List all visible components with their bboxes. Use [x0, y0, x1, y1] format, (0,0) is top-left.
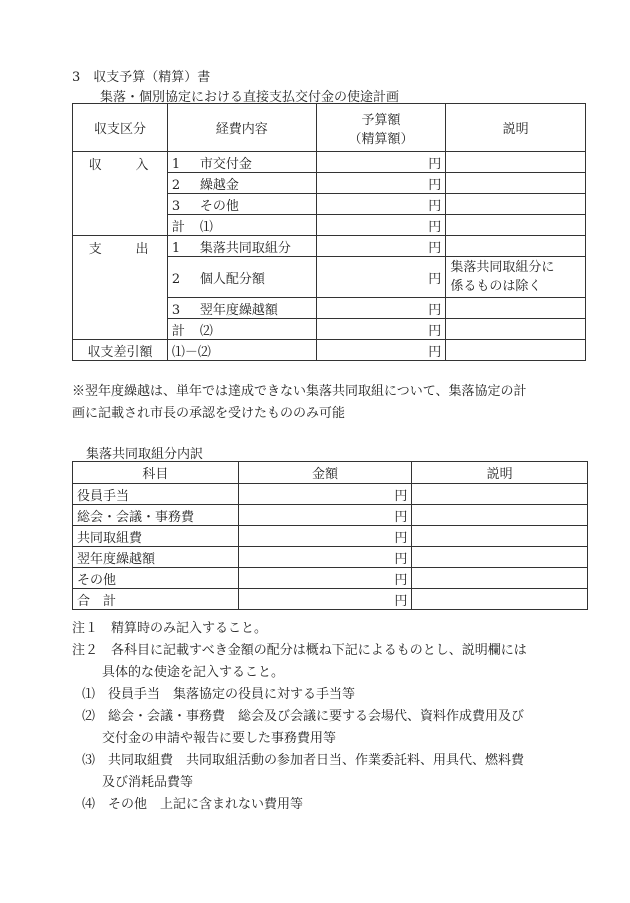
amount-cell[interactable]: 円: [238, 568, 412, 589]
table-row: 2 個人配分額 円 集落共同取組分に 係るものは除く: [73, 257, 586, 298]
table-row: 3 翌年度繰越額 円: [73, 298, 586, 319]
table-row: [73, 340, 586, 361]
table-row: 翌年度繰越額 円: [73, 547, 588, 568]
note-item-4: ⑷ その他 上記に含まれない費用等: [82, 797, 304, 812]
table-row: 支 出 1 集落共同取組分 円: [73, 236, 586, 257]
header-category: 収支区分: [73, 104, 168, 152]
note-item-2: ⑵ 総会・会議・事務費 総会及び会議に要する会場代、資料作成費用及び: [82, 709, 525, 724]
amount-cell[interactable]: 円: [316, 194, 446, 215]
description-cell[interactable]: 集落共同取組分に 係るものは除く: [446, 257, 586, 298]
table-row: 総会・会議・事務費 円: [73, 505, 588, 526]
table-row: 収 入 1 市交付金 円: [73, 152, 586, 173]
description-cell[interactable]: [446, 298, 586, 319]
note-2: 注２ 各科目に記載すべき金額の配分は概ね下記によるものとし、説明欄には: [72, 643, 527, 658]
amount-cell[interactable]: 円: [316, 340, 446, 361]
description-cell[interactable]: [412, 526, 588, 547]
description-cell[interactable]: [412, 589, 588, 610]
amount-cell[interactable]: 円: [238, 505, 412, 526]
table-row: 共同取組費 円: [73, 526, 588, 547]
description-cell[interactable]: [446, 215, 586, 236]
note-item-2-continued: 交付金の申請や報告に要した事務費用等: [102, 731, 337, 746]
table-row: 2 繰越金 円: [73, 173, 586, 194]
note-item-1: ⑴ 役員手当 集落協定の役員に対する手当等: [82, 687, 356, 702]
table2-caption: 集落共同取組分内訳: [86, 447, 204, 462]
description-cell[interactable]: [412, 505, 588, 526]
table-row: その他 円: [73, 568, 588, 589]
description-cell[interactable]: [446, 194, 586, 215]
amount-cell[interactable]: 円: [316, 173, 446, 194]
amount-cell[interactable]: 円: [238, 526, 412, 547]
header-amount: 金額: [238, 462, 412, 484]
balance-formula: ⑴－⑵: [167, 340, 316, 361]
table-row: 計 ⑵ 円: [73, 319, 586, 340]
table-row: 3 その他 円: [73, 194, 586, 215]
notes-block: [72, 618, 592, 816]
description-cell[interactable]: [446, 340, 586, 361]
footnote-continued: 画に記載され市長の承認を受けたもののみ可能: [72, 406, 346, 421]
table-row: 計 ⑴ 円: [73, 215, 586, 236]
table-row: 役員手当 円: [73, 484, 588, 505]
breakdown-table-header: [73, 462, 588, 484]
balance-label: 収支差引額: [73, 340, 168, 361]
expense-label: 支 出: [73, 236, 168, 340]
description-cell[interactable]: [446, 236, 586, 257]
amount-cell[interactable]: 円: [316, 257, 446, 298]
amount-cell[interactable]: 円: [316, 319, 446, 340]
header-content: 経費内容: [167, 104, 316, 152]
description-cell[interactable]: [446, 173, 586, 194]
header-budget: 予算額 （精算額）: [316, 104, 446, 152]
amount-cell[interactable]: 円: [238, 484, 412, 505]
note-item-3-continued: 及び消耗品費等: [102, 775, 194, 790]
note-2-continued: 具体的な使途を記入すること。: [102, 665, 285, 680]
amount-cell[interactable]: 円: [316, 298, 446, 319]
description-cell[interactable]: [412, 568, 588, 589]
budget-table: [72, 103, 586, 361]
header-description: 説明: [446, 104, 586, 152]
footnote: ※翌年度繰越は、単年では達成できない集落共同取組について、集落協定の計: [72, 384, 527, 399]
note-1: 注１ 精算時のみ記入すること。: [72, 621, 268, 636]
note-item-3: ⑶ 共同取組費 共同取組活動の参加者日当、作業委託料、用具代、燃料費: [82, 753, 525, 768]
income-label: 収 入: [73, 152, 168, 236]
description-cell[interactable]: [412, 484, 588, 505]
amount-cell[interactable]: 円: [316, 236, 446, 257]
description-cell[interactable]: [446, 152, 586, 173]
table-caption: 集落・個別協定における直接支払交付金の使途計画: [100, 90, 400, 105]
section-heading: 3 収支予算（精算）書: [72, 70, 211, 85]
table-row: 合 計 円: [73, 589, 588, 610]
header-description: 説明: [412, 462, 588, 484]
description-cell[interactable]: [446, 319, 586, 340]
header-item: 科目: [73, 462, 239, 484]
amount-cell[interactable]: 円: [316, 215, 446, 236]
description-cell[interactable]: [412, 547, 588, 568]
amount-cell[interactable]: 円: [316, 152, 446, 173]
amount-cell[interactable]: 円: [238, 589, 412, 610]
budget-table-header: [73, 104, 586, 152]
breakdown-table: [72, 461, 588, 610]
amount-cell[interactable]: 円: [238, 547, 412, 568]
